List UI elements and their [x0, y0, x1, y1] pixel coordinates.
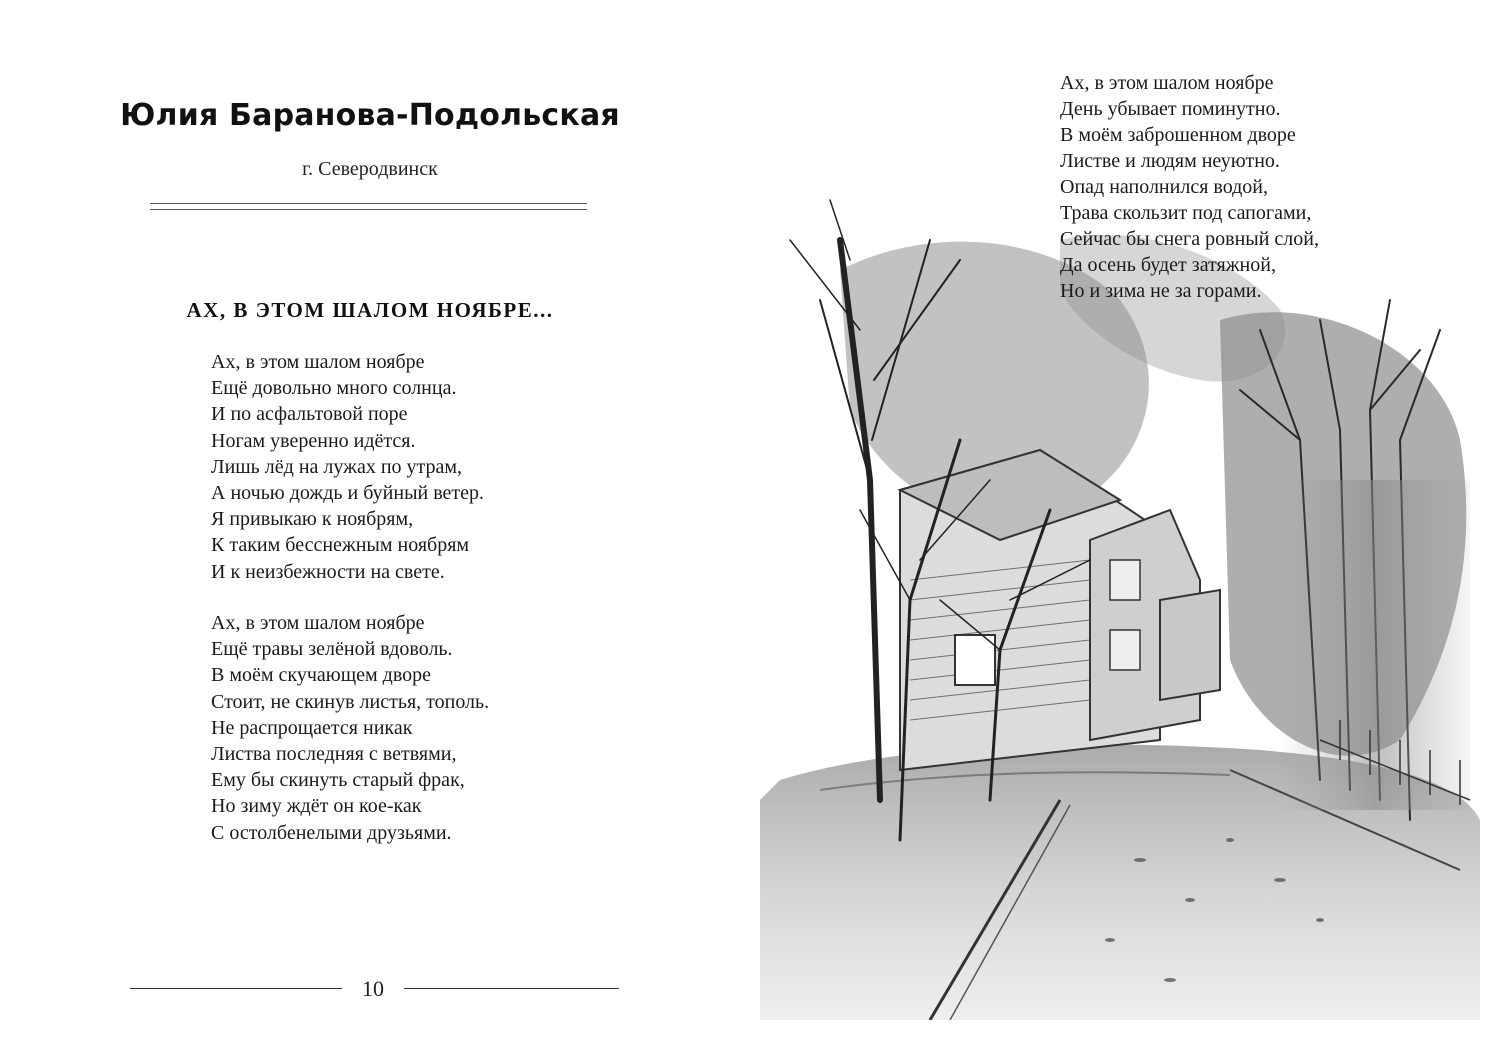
poem-line: И к неизбежности на свете.	[211, 560, 445, 583]
author-city: г. Северодвинск	[302, 158, 438, 180]
poem-line: Я привыкаю к ноябрям,	[211, 508, 414, 531]
poem-line: Да осень будет затяжной,	[1060, 254, 1276, 276]
poem-line: Но и зима не за горами.	[1060, 280, 1262, 302]
author-name: Юлия Баранова-Подольская	[120, 98, 620, 133]
title-double-rule	[150, 203, 587, 210]
poem-title: АХ, В ЭТОМ ШАЛОМ НОЯБРЕ...	[186, 298, 554, 322]
poem-stanza-3	[1060, 70, 1420, 304]
poem-line: Сейчас бы снега ровный слой,	[1060, 228, 1319, 250]
poem-line: Листве и людям неуютно.	[1060, 150, 1280, 172]
page-rule-right	[404, 988, 619, 989]
poem-line: Ах, в этом шалом ноябре	[1060, 72, 1274, 94]
poem-line: Не распрощается никак	[211, 716, 413, 739]
poem-line: А ночью дождь и буйный ветер.	[211, 482, 485, 505]
poem-line: День убывает поминутно.	[1060, 98, 1281, 120]
illustration-street-house	[760, 180, 1480, 1020]
poem-line: В моём заброшенном дворе	[1060, 124, 1296, 146]
poem-line: Трава скользит под сапогами,	[1060, 202, 1312, 224]
poem-line: Стоит, не скинув листья, тополь.	[211, 690, 490, 713]
poem-line: Лишь лёд на лужах по утрам,	[211, 455, 463, 478]
page-rule-left	[130, 988, 342, 989]
poem-line: Ещё довольно много солнца.	[211, 377, 457, 400]
poem-line: Ах, в этом шалом ноябре	[211, 612, 425, 634]
poem-line: В моём скучающем дворе	[211, 664, 432, 687]
poem-line: Опад наполнился водой,	[1060, 176, 1269, 198]
poem-line: Ему бы скинуть старый фрак,	[211, 769, 465, 792]
poem-line: Ногам уверенно идётся.	[211, 429, 416, 452]
poem-line: Ах, в этом шалом ноябре	[211, 351, 425, 373]
poem-line: Ещё травы зелёной вдоволь.	[211, 638, 453, 661]
poem-line: Листва последняя с ветвями,	[211, 743, 457, 766]
poem-stanza-2	[211, 610, 611, 846]
poem-line: Но зиму ждёт он кое-как	[211, 795, 422, 818]
poem-line: И по асфальтовой поре	[211, 403, 408, 426]
poem-line: С остолбенелыми друзьями.	[211, 821, 452, 844]
page-number: 10	[362, 976, 384, 1001]
poem-line: К таким бесснежным ноябрям	[211, 534, 470, 557]
poem-stanza-1	[211, 349, 611, 585]
